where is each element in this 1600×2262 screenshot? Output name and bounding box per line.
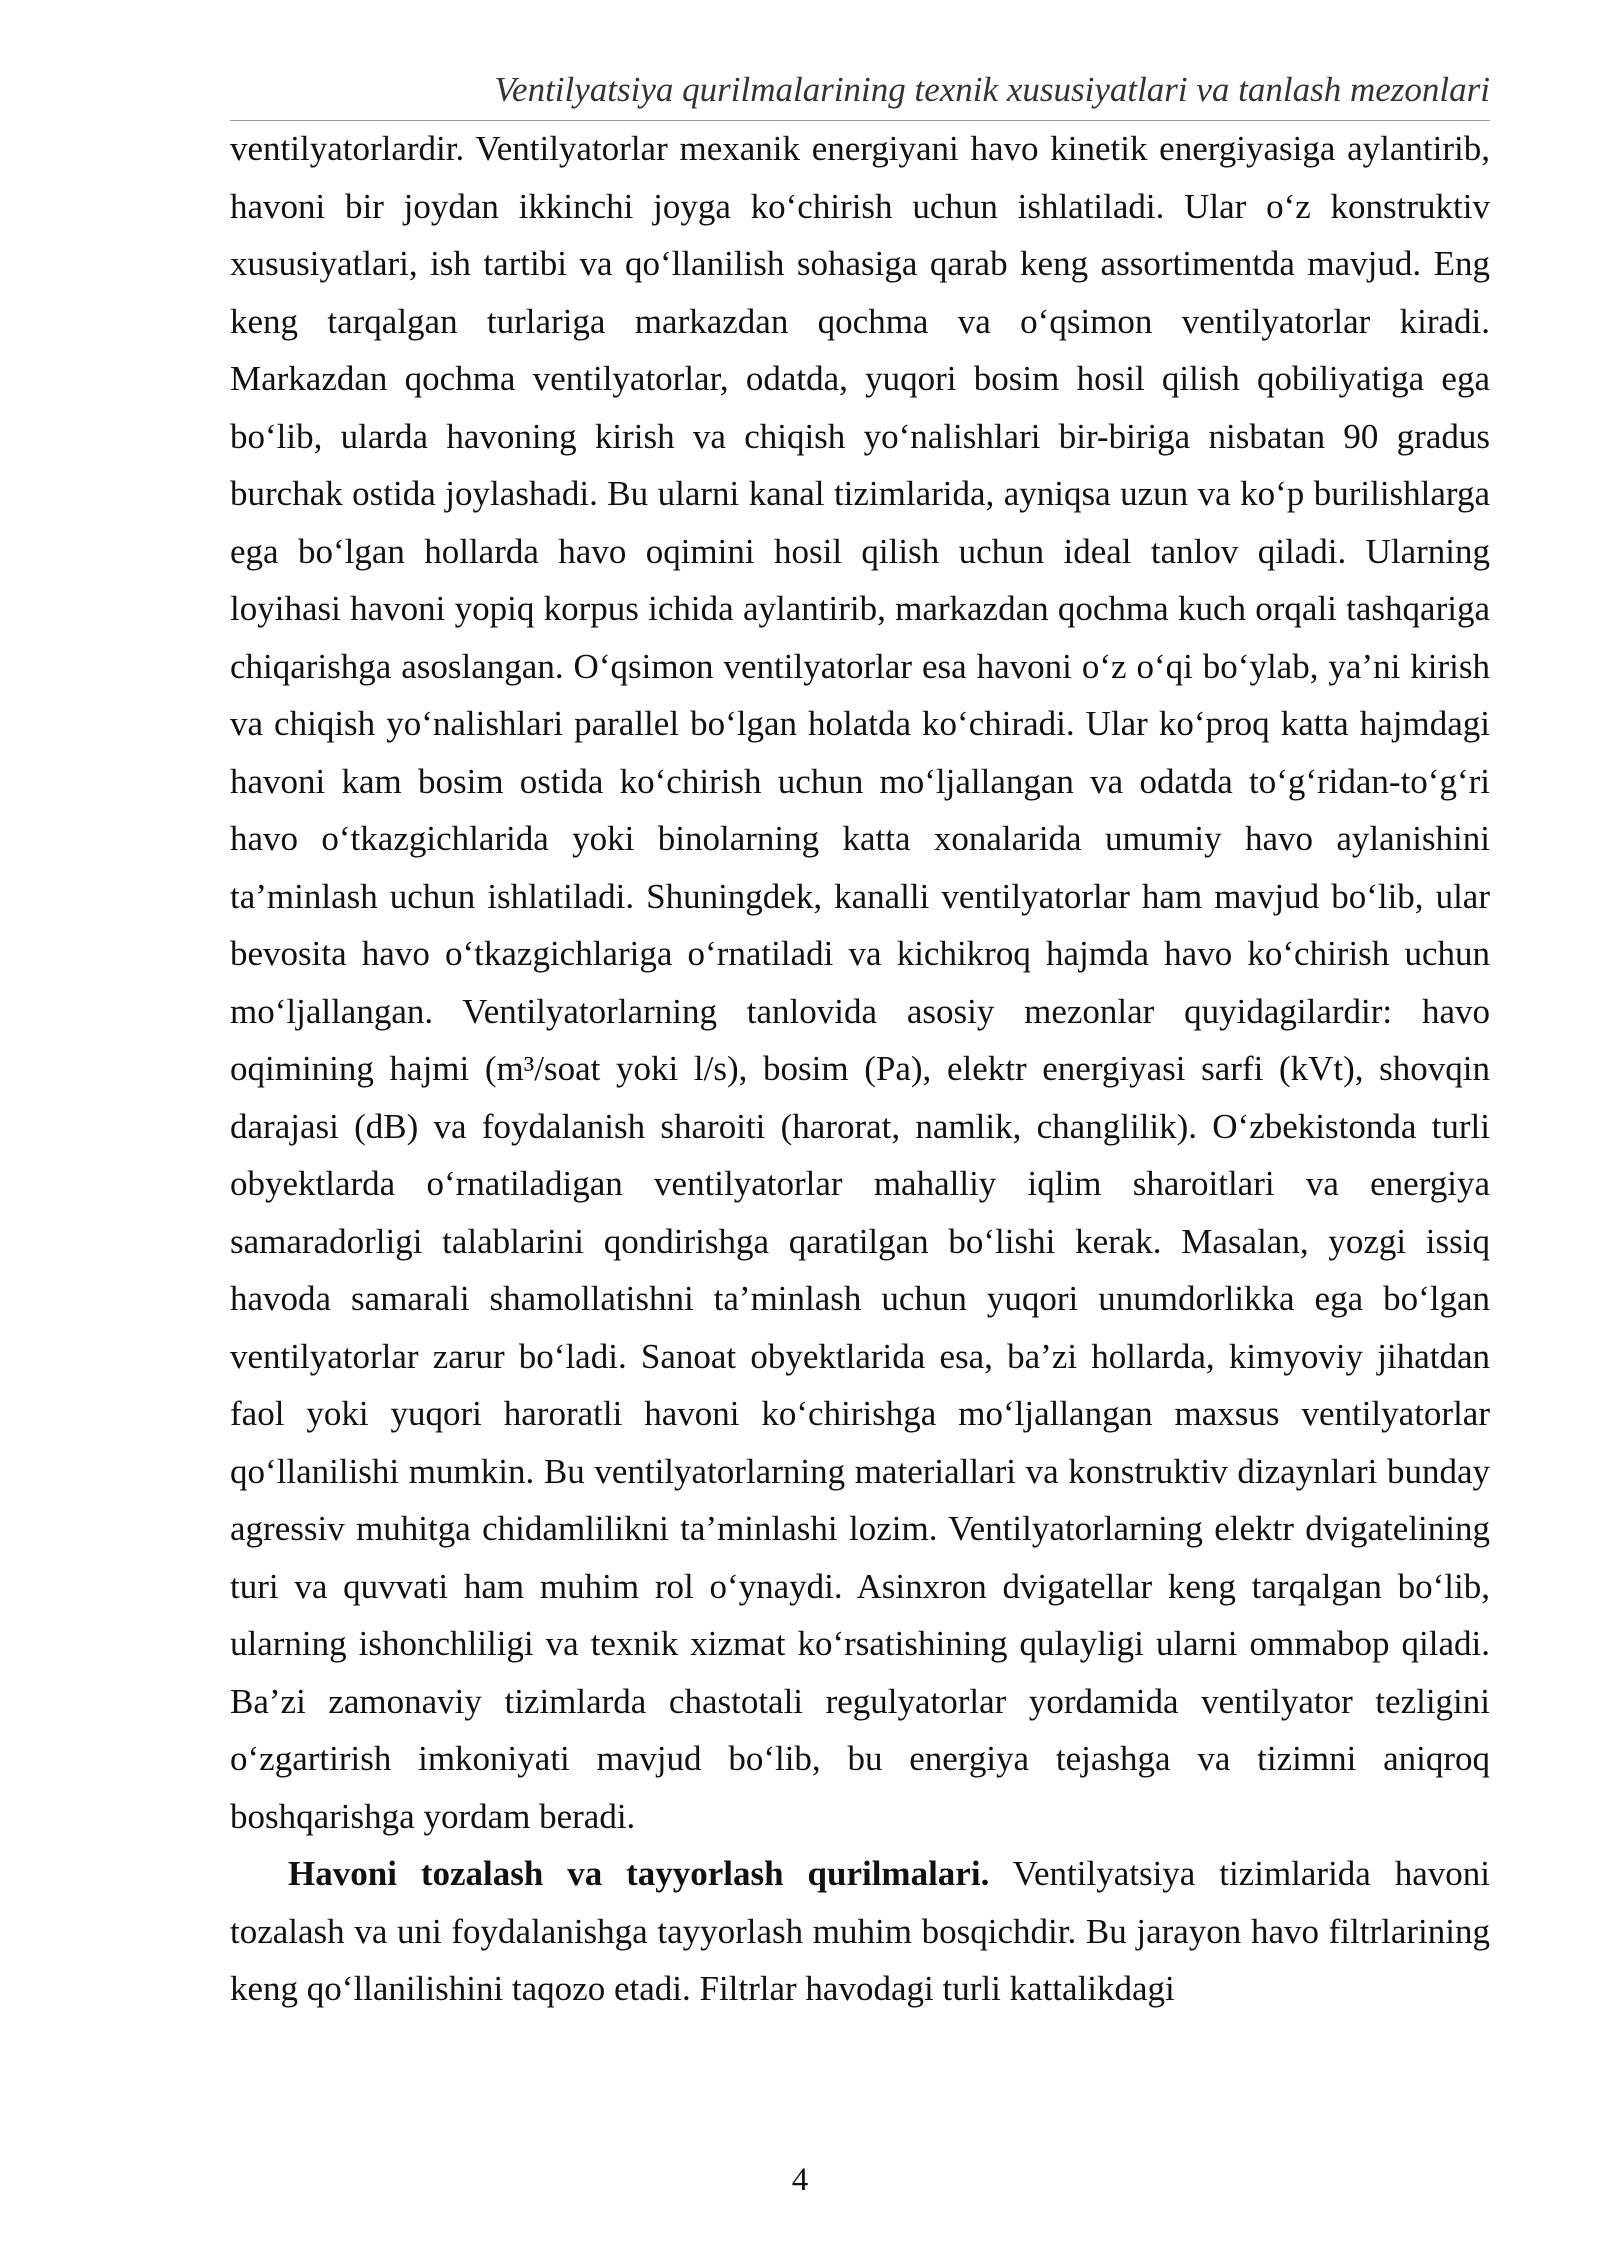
page-body bbox=[230, 120, 1490, 2018]
page-number: 4 bbox=[791, 2162, 809, 2198]
section-paragraph-text: Ventilyatsiya tizimlarida havoni tozalash va uni foydalanishga tayyorlash muhim bosqichdir. Bu jarayon havo filtrlarining keng qo‘llanilishini taqozo etadi. Filtrlar havodagi turli kattalikdagi bbox=[230, 1854, 1490, 2008]
section-paragraph bbox=[230, 1845, 1490, 2018]
running-header: Ventilyatsiya qurilmalarining texnik xususiyatlari va tanlash mezonlari bbox=[494, 70, 1490, 109]
section-heading: Havoni tozalash va tayyorlash qurilmalari. bbox=[288, 1854, 990, 1893]
body-paragraph: ventilyatorlardir. Ventilyatorlar mexanik energiyani havo kinetik energiyasiga aylantirib, havoni bir joydan ikkinchi joyga ko‘chirish uchun ishlatiladi. Ular o‘z konstruktiv xususiyatlari, ish tartibi va qo‘llanilish sohasiga qarab keng assortimentda mavjud. Eng keng tarqalgan turlariga markazdan qochma va o‘qsimon ventilyatorlar kiradi. Markazdan qochma ventilyatorlar, odatda, yuqori bosim hosil qilish qobiliyatiga ega bo‘lib, ularda havoning kirish va chiqish yo‘nalishlari bir-biriga nisbatan 90 gradus burchak ostida joylashadi. Bu ularni kanal tizimlarida, ayniqsa uzun va ko‘p burilishlarga ega bo‘lgan hollarda havo oqimini hosil qilish uchun ideal tanlov qiladi. Ularning loyihasi havoni yopiq korpus ichida aylantirib, markazdan qochma kuch orqali tashqariga chiqarishga asoslangan. O‘qsimon ventilyatorlar esa havoni o‘z o‘qi bo‘ylab, ya’ni kirish va chiqish yo‘nalishlari parallel bo‘lgan holatda ko‘chiradi. Ular ko‘proq katta hajmdagi havoni kam bosim ostida ko‘chirish uchun mo‘ljallangan va odatda to‘g‘ridan-to‘g‘ri havo o‘tkazgichlarida yoki binolarning katta xonalarida umumiy havo aylanishini ta’minlash uchun ishlatiladi. Shuningdek, kanalli ventilyatorlar ham mavjud bo‘lib, ular bevosita havo o‘tkazgichlariga o‘rnatiladi va kichikroq hajmda havo ko‘chirish uchun mo‘ljallangan. Ventilyatorlarning tanlovida asosiy mezonlar quyidagilardir: havo oqimining hajmi (m³/soat yoki l/s), bosim (Pa), elektr energiyasi sarfi (kVt), shovqin darajasi (dB) va foydalanish sharoiti (harorat, namlik, changlilik). O‘zbekistonda turli obyektlarda o‘rnatiladigan ventilyatorlar mahalliy iqlim sharoitlari va energiya samaradorligi talablarini qondirishga qaratilgan bo‘lishi kerak. Masalan, yozgi issiq havoda samarali shamollatishni ta’minlash uchun yuqori unumdorlikka ega bo‘lgan ventilyatorlar zarur bo‘ladi. Sanoat obyektlarida esa, ba’zi hollarda, kimyoviy jihatdan faol yoki yuqori haroratli havoni ko‘chirishga mo‘ljallangan maxsus ventilyatorlar qo‘llanilishi mumkin. Bu ventilyatorlarning materiallari va konstruktiv dizaynlari bunday agressiv muhitga chidamlilikni ta’minlashi lozim. Ventilyatorlarning elektr dvigatelining turi va quvvati ham muhim rol o‘ynaydi. Asinxron dvigatellar keng tarqalgan bo‘lib, ularning ishonchliligi va texnik xizmat ko‘rsatishining qulayligi ularni ommabop qiladi. Ba’zi zamonaviy tizimlarda chastotali regulyatorlar yordamida ventilyator tezligini o‘zgartirish imkoniyati mavjud bo‘lib, bu energiya tejashga va tizimni aniqroq boshqarishga yordam beradi. bbox=[230, 129, 1490, 1836]
